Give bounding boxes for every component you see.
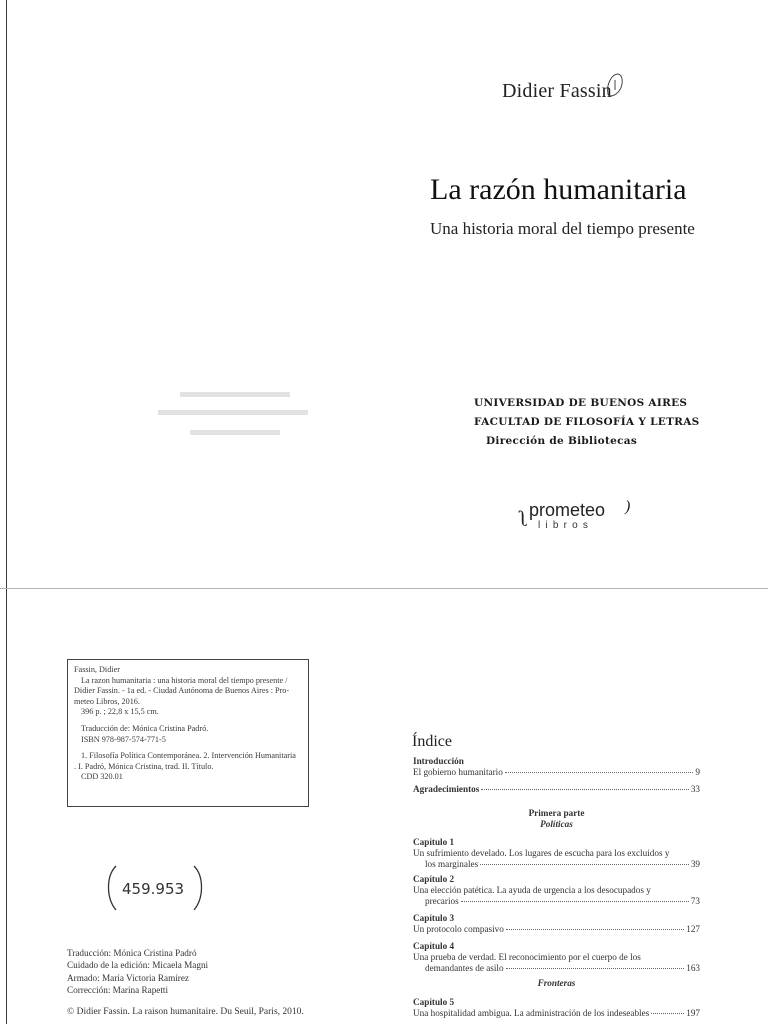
copyright-line: © Didier Fassin. La raison humanitaire. Du Seuil, Paris, 2010. — [67, 1007, 304, 1017]
author-name: Didier Fassin — [502, 80, 612, 102]
catalog-line: CDD 320.01 — [81, 772, 123, 782]
index-entry: los marginales 39 — [425, 859, 700, 870]
handwritten-number-text: 459.953 — [122, 880, 185, 898]
book-title: La razón humanitaria — [430, 173, 687, 206]
index-chapter-3 — [413, 913, 700, 935]
chapter-heading: Capítulo 4 — [413, 941, 455, 951]
index-fronteras — [413, 978, 700, 989]
chapter-heading: Capítulo 3 — [413, 913, 455, 923]
catalog-card — [67, 659, 309, 807]
credits-block — [67, 947, 208, 996]
credit-line: Armado: María Victoria Ramírez — [67, 972, 189, 983]
index-agradecimientos — [413, 784, 700, 795]
chapter-heading: Capítulo 5 — [413, 997, 455, 1007]
logo-mark-icon: ʅ — [519, 506, 529, 531]
catalog-line: meteo Libros, 2016. — [74, 696, 140, 706]
catalog-line: La razon humanitaria : una historia moral del tiempo presente / — [81, 675, 288, 685]
credit-line: Cuidado de la edición: Micaela Magni — [67, 960, 209, 971]
chapter-line: Una prueba de verdad. El reconocimiento por el cuerpo de los — [413, 952, 641, 963]
credit-line: Corrección: Marina Rapetti — [67, 984, 169, 995]
page-edge-line — [6, 0, 7, 1024]
chapter-heading: Capítulo 1 — [413, 837, 455, 847]
part-subtitle: Políticas — [540, 819, 573, 830]
index-chapter-4 — [413, 941, 700, 975]
index-entry: Un protocolo compasivo 127 — [413, 924, 700, 935]
index-entry: precarios 73 — [425, 896, 700, 907]
index-part-one — [413, 808, 700, 830]
chapter-heading: Capítulo 2 — [413, 874, 455, 884]
stamp-line: Dirección de Bibliotecas — [486, 435, 638, 447]
stamp-line: FACULTAD DE FILOSOFÍA Y LETRAS — [474, 416, 700, 428]
faded-bleed-through — [150, 388, 320, 448]
index-chapter-5 — [413, 997, 700, 1019]
index-entry: demandantes de asilo 163 — [425, 963, 700, 974]
handwritten-mark — [604, 70, 626, 100]
page-divider — [0, 588, 768, 589]
index-heading: Introducción — [413, 756, 464, 766]
library-stamp — [474, 394, 700, 451]
handwritten-number — [100, 858, 210, 918]
catalog-line: ISBN 978-987-574-771-5 — [81, 734, 166, 744]
publisher-logo — [519, 500, 639, 546]
catalog-line: Fassin, Didier — [74, 665, 120, 674]
book-subtitle: Una historia moral del tiempo presente — [430, 219, 695, 238]
catalog-line: Traducción de: Mónica Cristina Padró. — [81, 723, 209, 733]
part-title: Primera parte — [528, 808, 585, 818]
part-subtitle: Fronteras — [537, 978, 576, 988]
publisher-sub: libros — [538, 520, 594, 531]
logo-paren: ) — [625, 498, 631, 515]
index-entry: Agradecimientos 33 — [413, 784, 700, 794]
catalog-line: 1. Filosofía Política Contemporánea. 2. Intervención Humanitaria — [81, 751, 296, 761]
catalog-line: . I. Padró, Mónica Cristina, trad. II. Título. — [74, 761, 214, 771]
chapter-line: Una elección patética. La ayuda de urgencia a los desocupados y — [413, 885, 651, 896]
index-title: Índice — [412, 733, 452, 750]
stamp-line: UNIVERSIDAD DE BUENOS AIRES — [474, 397, 688, 409]
index-chapter-2 — [413, 874, 700, 908]
catalog-line: Didier Fassin. - 1a ed. - Ciudad Autónoma de Buenos Aires : Pro- — [74, 686, 290, 696]
publisher-name: prometeo — [529, 500, 606, 520]
index-entry: El gobierno humanitario 9 — [413, 767, 700, 778]
chapter-line: Un sufrimiento develado. Los lugares de escucha para los excluidos y — [413, 848, 670, 859]
credit-line: Traducción: Mónica Cristina Padró — [67, 948, 197, 958]
index-entry: Una hospitalidad ambigua. La administración de los indeseables 197 — [413, 1008, 700, 1019]
index-chapter-1 — [413, 837, 700, 871]
index-intro — [413, 756, 700, 778]
catalog-line: 396 p. ; 22,8 x 15,5 cm. — [81, 707, 159, 717]
